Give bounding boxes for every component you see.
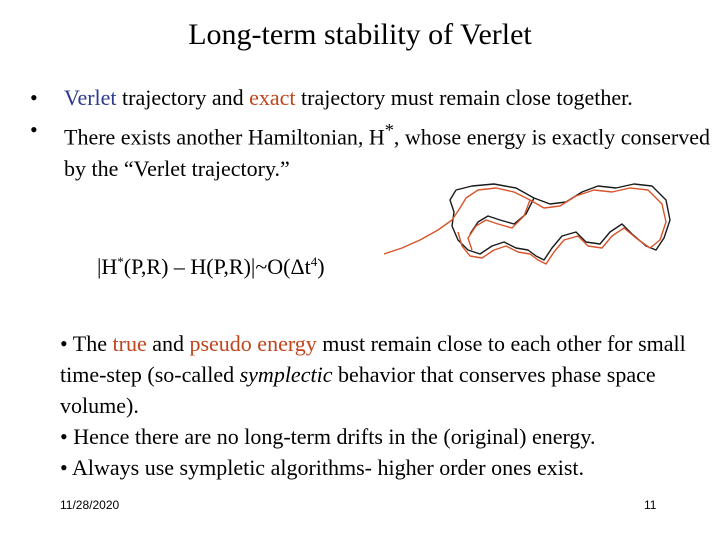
bullet-text-segment: trajectory and: [116, 85, 250, 110]
symplectic-term: symplectic: [239, 362, 333, 387]
bullet-text-segment: trajectory must remain close together.: [295, 85, 633, 110]
slide-title: Long-term stability of Verlet: [188, 18, 532, 51]
formula-superscript-four: 4: [310, 254, 318, 269]
exact-term: exact: [249, 85, 296, 110]
footer-page-number: 11: [644, 498, 657, 512]
energy-error-formula: [97, 254, 325, 280]
bullet-marker: •: [30, 85, 38, 110]
bullet-list: [30, 82, 710, 185]
formula-part: |H: [97, 254, 118, 279]
note-text-segment: and: [146, 331, 190, 356]
note-text-segment: • The: [60, 331, 113, 356]
footer-date: 11/28/2020: [60, 498, 120, 512]
bullet-text-segment: , whose energy is exactly conserved by the “Verlet trajectory.”: [64, 124, 710, 182]
formula-part: ): [317, 254, 325, 279]
superscript-star: *: [384, 120, 394, 140]
formula-part: (P,R) – H(P,R)|~O(Δt: [123, 254, 311, 279]
note-symplectic: [60, 328, 700, 421]
true-term: true: [112, 331, 147, 356]
bullet-text: [64, 82, 710, 114]
note-no-drift: • Hence there are no long-term drifts in the (original) energy.: [60, 424, 596, 449]
verlet-term: Verlet: [64, 85, 117, 110]
bullet-text: [64, 114, 710, 185]
pseudo-energy-term: pseudo energy: [189, 331, 317, 356]
formula-superscript-star: *: [117, 254, 124, 269]
trajectory-illustration: [384, 176, 674, 286]
bullet-text-segment: There exists another Hamiltonian, H: [64, 124, 385, 150]
note-algorithms: • Always use sympletic algorithms- higher order ones exist.: [60, 455, 584, 480]
bullet-marker: •: [30, 117, 38, 142]
bullet-item-hamiltonian: [30, 114, 710, 185]
bullet-item-verlet-exact: [30, 82, 710, 114]
energy-notes: [60, 328, 700, 483]
note-text-segment: must remain close to each other for small time-step (so-called: [60, 331, 686, 387]
note-text-segment: behavior that conserves phase space volume).: [60, 362, 656, 418]
